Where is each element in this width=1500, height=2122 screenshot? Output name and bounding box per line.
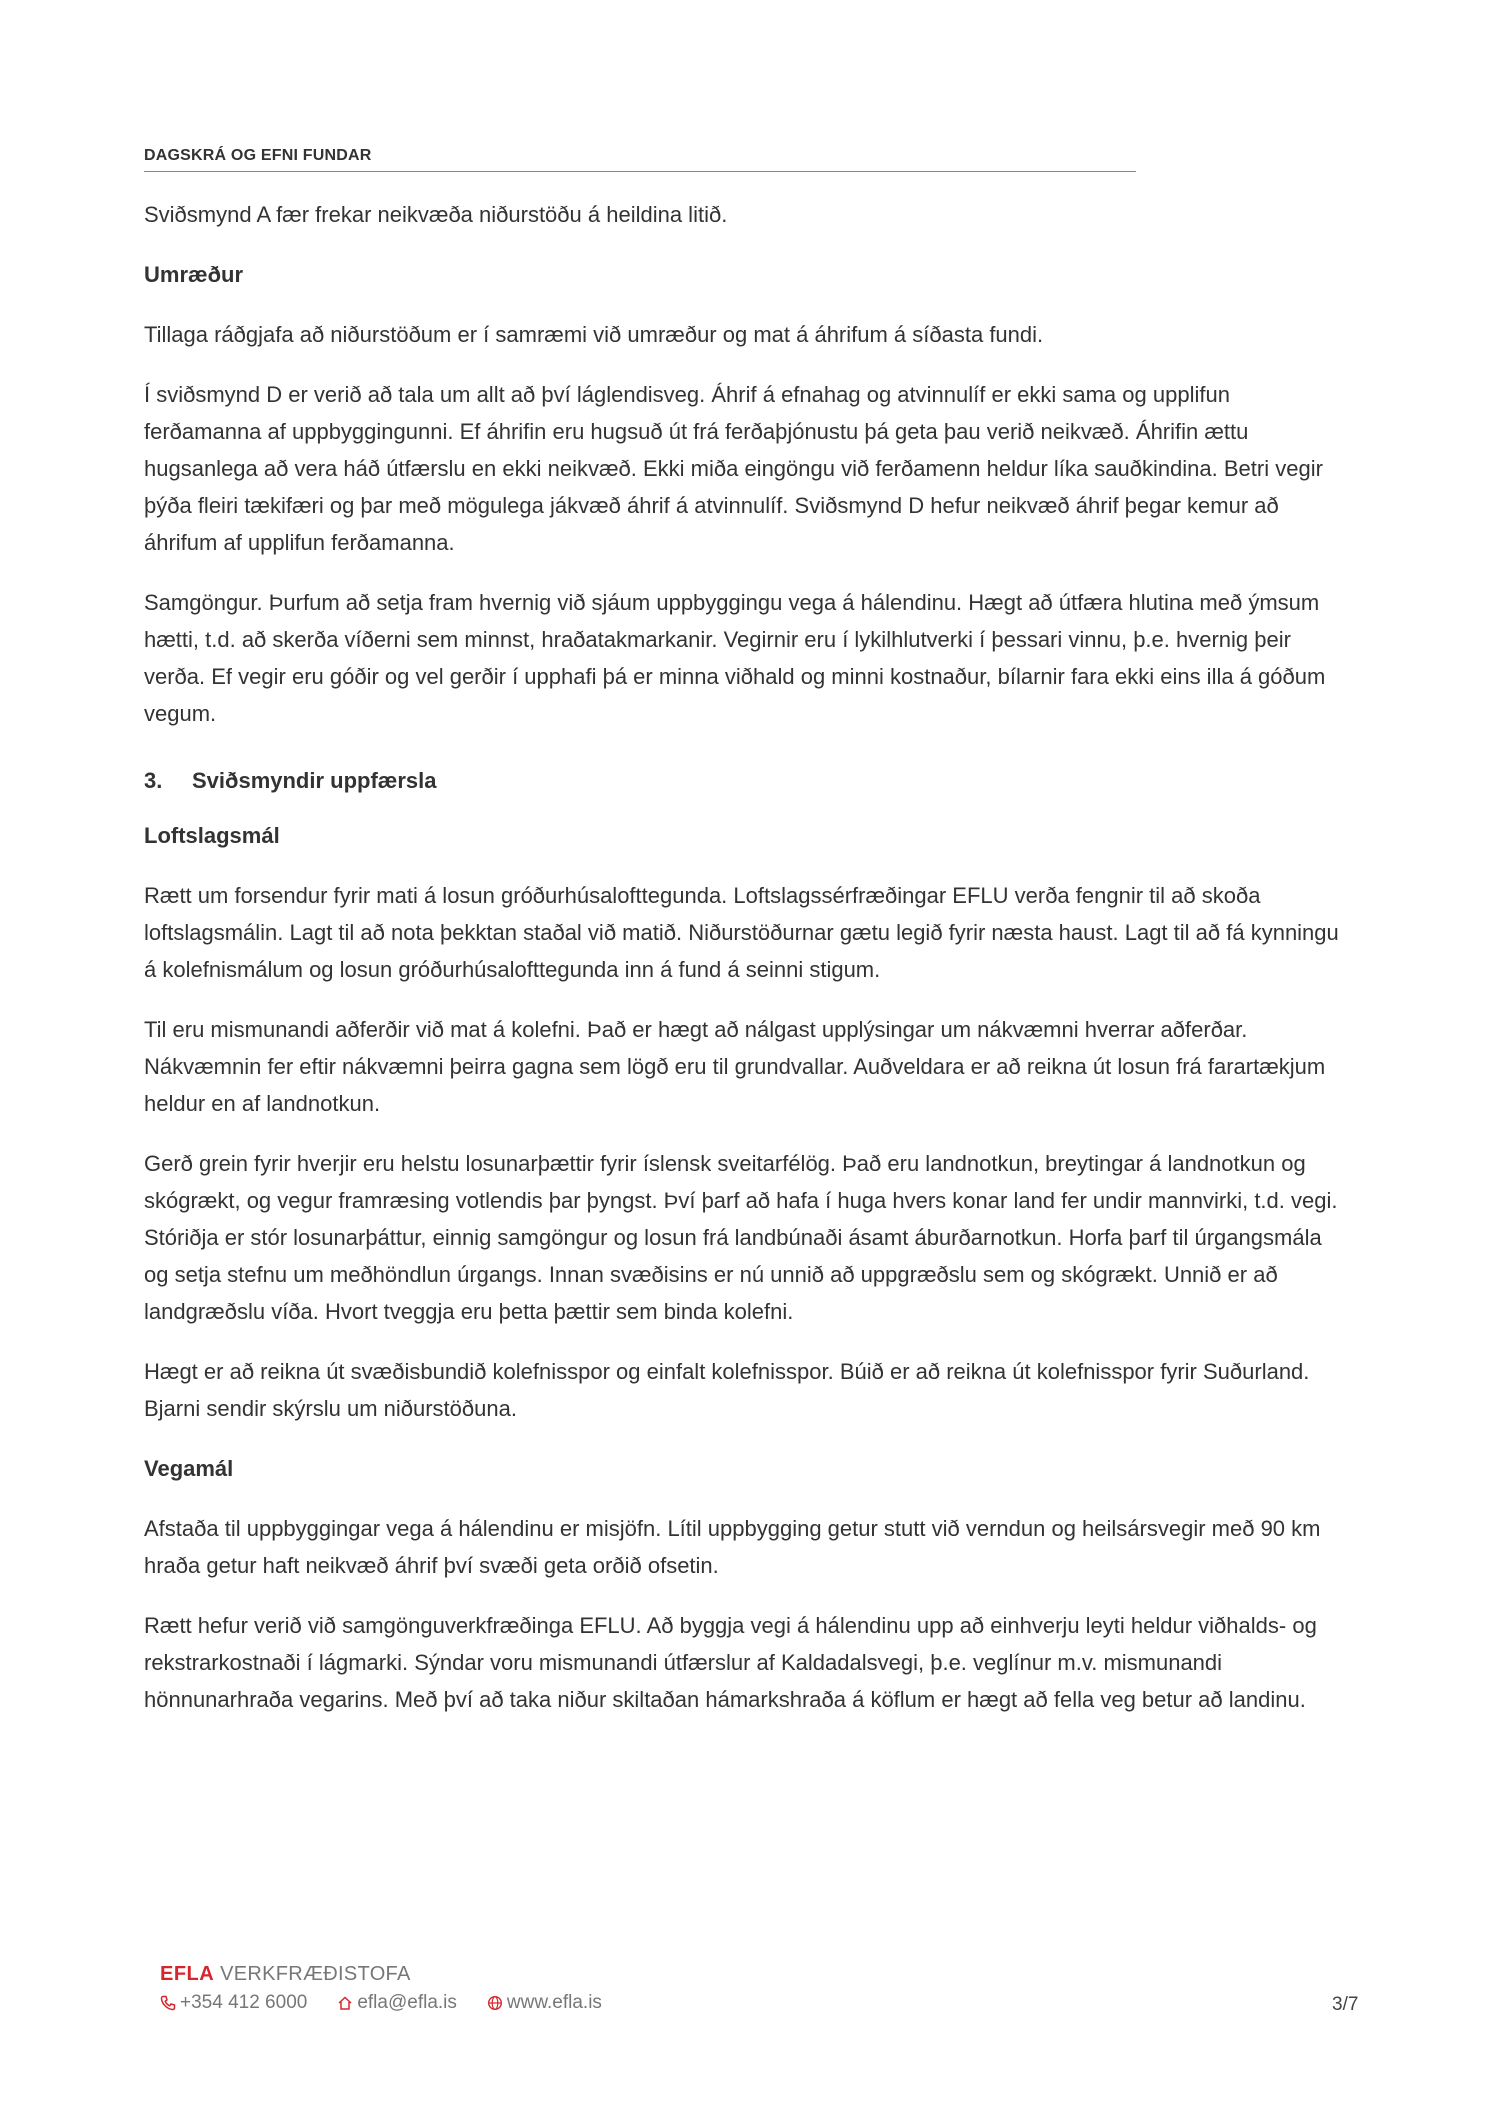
heading-loftslagsmal: Loftslagsmál — [144, 823, 280, 848]
paragraph-emission-factors: Gerð grein fyrir hverjir eru helstu losunarþættir fyrir íslensk sveitarfélög. Það eru landnotkun, breytingar á landnotkun og skógrækt, og vegur framræsing votlendis þar þyngst. Því þarf að hafa í huga hvers konar land fer undir mannvirki, t.d. vegi. Stóriðja er stór losunarþáttur, einnig samgöngur og losun frá landbúnaði ásamt áburðarnotkun. Horfa þarf til úrgangsmála og setja stefnu um meðhöndlun úrgangs. Innan svæðisins er nú unnið að uppgræðslu sem og skógrækt. Unnið er að landgræðslu víða. Hvort tveggja eru þetta þættir sem binda kolefni. — [144, 1151, 1338, 1324]
footer-phone: +354 412 6000 — [160, 1992, 307, 2014]
footer-email: efla@efla.is — [337, 1992, 457, 2014]
paragraph-scenario-a: Sviðsmynd A fær frekar neikvæða niðurstöðu á heildina litið. — [144, 202, 728, 227]
phone-icon — [160, 1995, 176, 2011]
footer-web: www.efla.is — [487, 1992, 602, 2014]
efla-logo: EFLA — [160, 1963, 215, 1985]
running-header: DAGSKRÁ OG EFNI FUNDAR — [144, 147, 1136, 172]
page-number: 3/7 — [1332, 1994, 1359, 2015]
company-type: VERKFRÆÐISTOFA — [220, 1963, 411, 1985]
paragraph-carbon-methods: Til eru mismunandi aðferðir við mat á kolefni. Það er hægt að nálgast upplýsingar um nákvæmni hverrar aðferðar. Nákvæmnin fer eftir nákvæmni þeirra gagna sem lögð eru til grundvallar. Auðveldara er að reikna út losun frá farartækjum heldur en af landnotkun. — [144, 1017, 1326, 1116]
section-title: Sviðsmyndir uppfærsla — [192, 768, 437, 793]
heading-umraedur: Umræður — [144, 262, 244, 287]
globe-icon — [487, 1995, 503, 2011]
footer-brand — [160, 1963, 1360, 1986]
paragraph-greenhouse-assumptions: Rætt um forsendur fyrir mati á losun gróðurhúsalofttegunda. Loftslagssérfræðingar EFLU verða fengnir til að skoða loftslagsmálin. Lagt til að nota þekktan staðal við matið. Niðurstöðurnar gætu legið fyrir næsta haust. Lagt til að fá kynningu á kolefnismálum og losun gróðurhúsalofttegunda inn á fund á seinni stigum. — [144, 883, 1339, 982]
paragraph-scenario-d: Í sviðsmynd D er verið að tala um allt að því láglendisveg. Áhrif á efnahag og atvinnulíf er ekki sama og upplifun ferðamanna af uppbyggingunni. Ef áhrifin eru hugsuð út frá ferðaþjónustu þá geta þau verið neikvæð. Áhrifin ættu hugsanlega að vera háð útfærslu en ekki neikvæð. Ekki miða eingöngu við ferðamenn heldur líka sauðkindina. Betri vegir þýða fleiri tækifæri og þar með mögulega jákvæð áhrif á atvinnulíf. Sviðsmynd D hefur neikvæð áhrif þegar kemur að áhrifum af upplifun ferðamanna. — [144, 382, 1323, 555]
paragraph-road-engineers: Rætt hefur verið við samgönguverkfræðinga EFLU. Að byggja vegi á hálendinu upp að einhverju leyti heldur viðhalds- og rekstrarkostnaði í lágmarki. Sýndar voru mismunandi útfærslur af Kaldadalsvegi, þ.e. veglínur m.v. mismunandi hönnunarhraða vegarins. Með því að taka niður skiltaðan hámarkshraða á köflum er hægt að fella veg betur að landinu. — [144, 1613, 1317, 1712]
paragraph-road-attitudes: Afstaða til uppbyggingar vega á hálendinu er misjöfn. Lítil uppbygging getur stutt við verndun og heilsársvegir með 90 km hraða getur haft neikvæð áhrif því svæði geta orðið ofsetin. — [144, 1516, 1321, 1578]
paragraph-carbon-footprint: Hægt er að reikna út svæðisbundið kolefnisspor og einfalt kolefnisspor. Búið er að reikna út kolefnisspor fyrir Suðurland. Bjarni sendir skýrslu um niðurstöðuna. — [144, 1359, 1310, 1421]
paragraph-advisor-proposal: Tillaga ráðgjafa að niðurstöðum er í samræmi við umræður og mat á áhrifum á síðasta fundi. — [144, 322, 1044, 347]
paragraph-samgongur: Samgöngur. Þurfum að setja fram hvernig við sjáum uppbyggingu vega á hálendinu. Hægt að útfæra hlutina með ýmsum hætti, t.d. að skerða víðerni sem minnst, hraðatakmarkanir. Vegirnir eru í lykilhlutverki í þessari vinnu, þ.e. hvernig þeir verða. Ef vegir eru góðir og vel gerðir í upphafi þá er minna viðhald og minni kostnaður, bílarnir fara ekki eins illa á góðum vegum. — [144, 590, 1326, 726]
page-footer — [160, 1963, 1360, 2043]
heading-vegamal: Vegamál — [144, 1456, 234, 1481]
page-body — [144, 196, 1349, 1741]
home-icon — [337, 1995, 353, 2011]
section-number: 3. — [144, 768, 163, 793]
section-heading-3 — [144, 762, 1349, 799]
footer-contacts — [160, 1992, 1360, 2014]
